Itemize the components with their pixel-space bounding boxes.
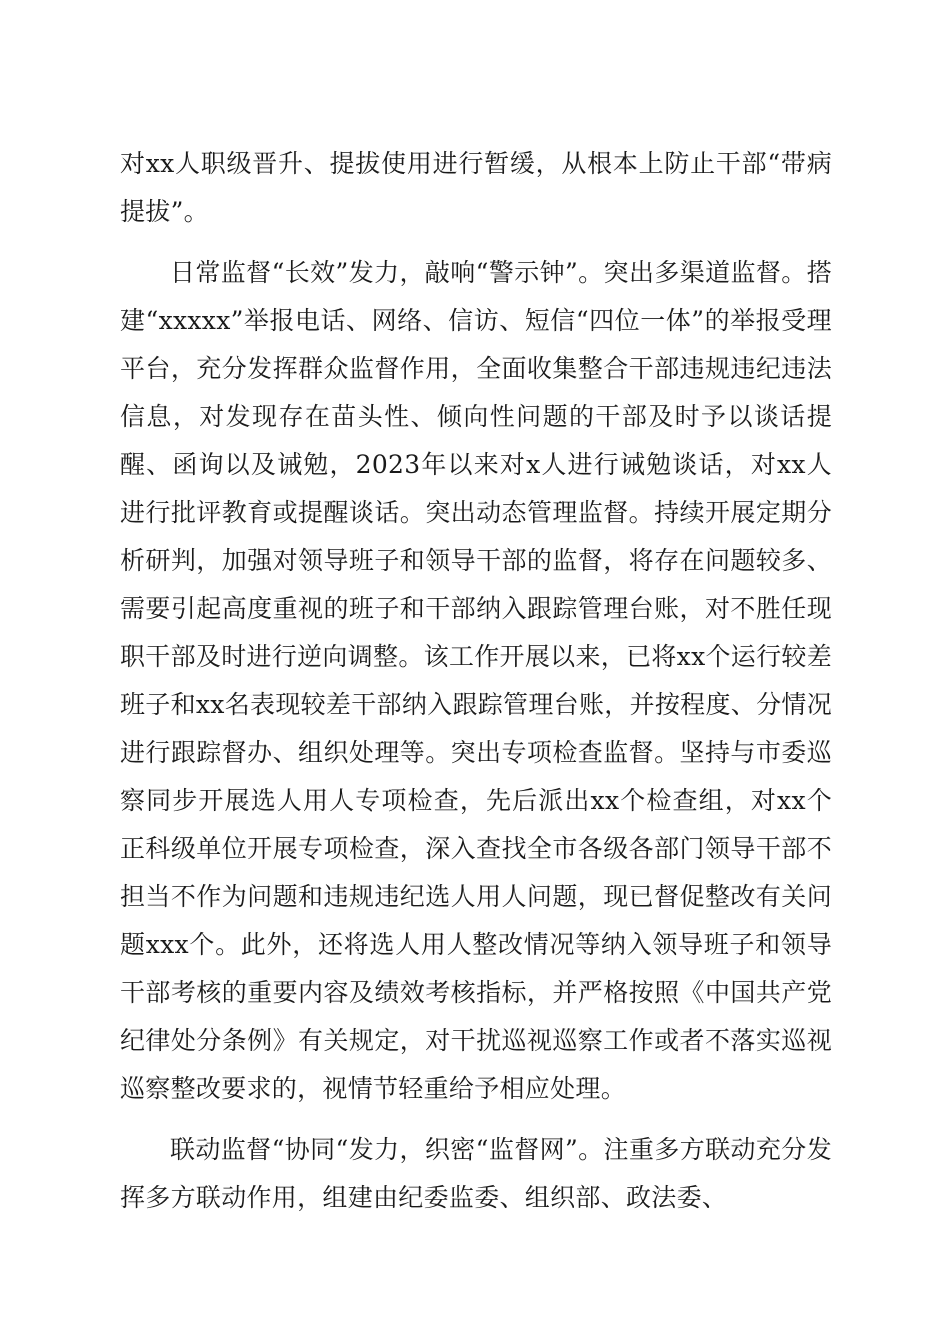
paragraph-continuation: 对xx人职级晋升、提拔使用进行暂缓，从根本上防止干部“带病提拔”。 bbox=[120, 149, 832, 226]
document-body bbox=[120, 140, 832, 1222]
paragraph-daily-supervision: 日常监督“长效”发力，敲响“警示钟”。突出多渠道监督。搭建“xxxxx”举报电话、网络、信访、短信“四位一体”的举报受理平台，充分发挥群众监督作用，全面收集整合干部违规违纪违法信息，对发现存在苗头性、倾向性问题的干部及时予以谈话提醒、函询以及诫勉，2023年以来对x人进行诫勉谈话，对xx人进行批评教育或提醒谈话。突出动态管理监督。持续开展定期分析研判，加强对领导班子和领导干部的监督，将存在问题较多、需要引起高度重视的班子和干部纳入跟踪管理台账，对不胜任现职干部及时进行逆向调整。该工作开展以来，已将xx个运行较差班子和xx名表现较差干部纳入跟踪管理台账，并按程度、分情况进行跟踪督办、组织处理等。突出专项检查监督。坚持与市委巡察同步开展选人用人专项检查，先后派出xx个检查组，对xx个正科级单位开展专项检查，深入查找全市各级各部门领导干部不担当不作为问题和违规违纪选人用人问题，现已督促整改有关问题xxx个。此外，还将选人用人整改情况等纳入领导班子和领导干部考核的重要内容及绩效考核指标，并严格按照《中国共产党纪律处分条例》有关规定，对干扰巡视巡察工作或者不落实巡视巡察整改要求的，视情节轻重给予相应处理。 bbox=[120, 258, 832, 1103]
paragraph-joint-supervision: 联动监督“协同“发力，织密“监督网”。注重多方联动充分发挥多方联动作用，组建由纪委监委、组织部、政法委、 bbox=[120, 1135, 832, 1212]
